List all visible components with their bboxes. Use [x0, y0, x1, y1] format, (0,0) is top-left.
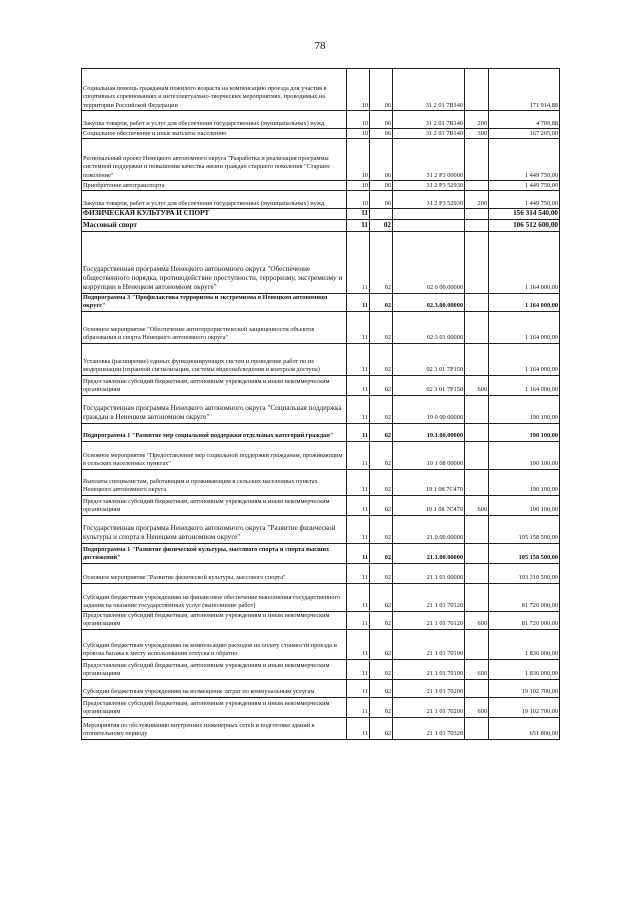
expense-type-code — [465, 69, 489, 111]
subsection-code: 06 — [370, 191, 393, 209]
table-row — [82, 231, 560, 293]
subsection-code: 06 — [370, 139, 393, 181]
table-row — [82, 191, 560, 209]
subsection-code: 06 — [370, 69, 393, 111]
subsection-code: 02 — [370, 343, 393, 375]
table-row — [82, 659, 560, 679]
expense-type-code: 600 — [465, 375, 489, 395]
amount: 1 164 000,00 — [489, 293, 560, 311]
budget-item-name: Установка (расширение) единых функционирующих систем и проведение работ по их модернизации (охранной сигнализации, системы видеонаблюдения и контроля доступа) — [82, 343, 347, 375]
target-article-code: 31 2 01 7В140 — [393, 129, 465, 139]
amount: 106 512 600,00 — [489, 219, 560, 231]
target-article-code: 21.1.00.00000 — [393, 543, 465, 563]
section-code: 11 — [347, 543, 370, 563]
section-code: 11 — [347, 515, 370, 543]
budget-item-name: Субсидии бюджетным учреждениям на возмещение затрат по коммунальным услугам — [82, 679, 347, 697]
expense-type-code — [465, 583, 489, 611]
expense-type-code — [465, 515, 489, 543]
budget-item-name: Государственная программа Ненецкого автономного округа "Развитие физической культуры и спорта в Ненецком автономном округе" — [82, 515, 347, 543]
subsection-code: 02 — [370, 423, 393, 441]
table-row — [82, 181, 560, 191]
budget-item-name: Закупка товаров, работ и услуг для обеспечения государственных (муниципальных) нужд — [82, 191, 347, 209]
target-article-code: 21 1 01 70190 — [393, 659, 465, 679]
subsection-code: 02 — [370, 219, 393, 231]
expense-type-code: 600 — [465, 611, 489, 629]
target-article-code: 21 1 01 00000 — [393, 563, 465, 583]
budget-item-name: Основное мероприятие "Предоставление мер социальной поддержки гражданам, проживающим в сельских населенных пунктах" — [82, 441, 347, 469]
table-row — [82, 563, 560, 583]
subsection-code: 06 — [370, 181, 393, 191]
subsection-code: 02 — [370, 629, 393, 659]
target-article-code: 31 2 01 7В140 — [393, 69, 465, 111]
target-article-code: 21 1 01 70120 — [393, 583, 465, 611]
subsection-code: 02 — [370, 583, 393, 611]
target-article-code: 19 1 08 00000 — [393, 441, 465, 469]
amount: 105 158 500,00 — [489, 543, 560, 563]
expense-type-code: 600 — [465, 697, 489, 717]
table-row — [82, 611, 560, 629]
table-row — [82, 139, 560, 181]
expense-type-code — [465, 563, 489, 583]
budget-item-name: Предоставление субсидий бюджетным, автономным учреждениям и иным некоммерческим организациям — [82, 495, 347, 515]
expense-type-code — [465, 231, 489, 293]
section-code: 11 — [347, 395, 370, 423]
section-code: 10 — [347, 139, 370, 181]
section-code: 11 — [347, 697, 370, 717]
target-article-code: 02 3 01 7Р150 — [393, 343, 465, 375]
table-row — [82, 583, 560, 611]
amount: 1 449 750,00 — [489, 191, 560, 209]
expense-type-code — [465, 543, 489, 563]
target-article-code: 02 3 01 00000 — [393, 311, 465, 343]
amount: 190 100,00 — [489, 395, 560, 423]
budget-item-name: Мероприятия по обслуживанию внутренних инженерных сетей и подготовке зданий к отопительному периоду — [82, 717, 347, 739]
amount: 1 164 000,00 — [489, 375, 560, 395]
section-code: 11 — [347, 293, 370, 311]
budget-item-name: Массовый спорт — [82, 219, 347, 231]
amount: 19 102 700,00 — [489, 697, 560, 717]
amount: 156 314 540,00 — [489, 209, 560, 220]
section-code: 11 — [347, 441, 370, 469]
subsection-code: 02 — [370, 717, 393, 739]
amount: 171 914,88 — [489, 69, 560, 111]
section-code: 11 — [347, 611, 370, 629]
subsection-code: 02 — [370, 395, 393, 423]
amount: 190 100,00 — [489, 441, 560, 469]
target-article-code: 21 1 01 70200 — [393, 679, 465, 697]
amount: 19 102 700,00 — [489, 679, 560, 697]
section-code: 11 — [347, 231, 370, 293]
section-code: 11 — [347, 563, 370, 583]
section-code: 11 — [347, 583, 370, 611]
table-row — [82, 209, 560, 220]
section-code: 11 — [347, 343, 370, 375]
amount: 4 709,88 — [489, 111, 560, 129]
table-row — [82, 515, 560, 543]
expense-type-code: 200 — [465, 111, 489, 129]
section-code: 11 — [347, 495, 370, 515]
amount: 1 449 750,00 — [489, 181, 560, 191]
expense-type-code — [465, 395, 489, 423]
section-code: 10 — [347, 111, 370, 129]
target-article-code: 31 2 P3 52930 — [393, 181, 465, 191]
subsection-code: 02 — [370, 563, 393, 583]
budget-item-name: Социальная помощь гражданам пожилого возраста на компенсацию проезда для участия в спортивных соревнованиях и интеллектуально-творческих мероприятиях, проводимых на территории Российской Федерации — [82, 69, 347, 111]
table-row — [82, 375, 560, 395]
table-row — [82, 311, 560, 343]
budget-item-name: Подпрограмма 3 "Профилактика терроризма и экстремизма в Ненецком автономном округе" — [82, 293, 347, 311]
expense-type-code — [465, 343, 489, 375]
expense-type-code — [465, 679, 489, 697]
subsection-code: 02 — [370, 543, 393, 563]
amount: 81 720 000,00 — [489, 583, 560, 611]
expense-type-code — [465, 717, 489, 739]
target-article-code — [393, 209, 465, 220]
table-row — [82, 129, 560, 139]
budget-item-name: Подпрограмма 1 "Развитие мер социальной поддержки отдельных категорий граждан" — [82, 423, 347, 441]
amount: 1 164 000,00 — [489, 311, 560, 343]
expense-type-code: 300 — [465, 129, 489, 139]
budget-item-name: Выплаты специалистам, работающим и проживающим в сельских населенных пунктах Ненецкого автономного округа — [82, 469, 347, 495]
budget-item-name: Региональный проект Ненецкого автономного округа "Разработка и реализация программы системной поддержки и повышения качества жизни граждан старшего поколения "Старшее поколение" — [82, 139, 347, 181]
page-number: 78 — [314, 40, 326, 52]
table-row — [82, 441, 560, 469]
table-row — [82, 219, 560, 231]
subsection-code: 02 — [370, 293, 393, 311]
section-code: 11 — [347, 659, 370, 679]
budget-item-name: Социальное обеспечение и иные выплаты населению — [82, 129, 347, 139]
table-row — [82, 111, 560, 129]
expense-type-code — [465, 293, 489, 311]
amount: 1 836 000,00 — [489, 629, 560, 659]
table-row — [82, 423, 560, 441]
expense-type-code: 600 — [465, 659, 489, 679]
expense-type-code — [465, 441, 489, 469]
section-code: 11 — [347, 219, 370, 231]
budget-item-name: Предоставление субсидий бюджетным, автономным учреждениям и иным некоммерческим организациям — [82, 659, 347, 679]
table-row — [82, 469, 560, 495]
budget-item-name: Закупка товаров, работ и услуг для обеспечения государственных (муниципальных) нужд — [82, 111, 347, 129]
expense-type-code — [465, 629, 489, 659]
target-article-code: 21.0.00.00000 — [393, 515, 465, 543]
amount: 81 720 000,00 — [489, 611, 560, 629]
table-row — [82, 293, 560, 311]
subsection-code: 02 — [370, 231, 393, 293]
table-row — [82, 495, 560, 515]
budget-item-name: Основное мероприятие "Развитие физической культуры, массового спорта" — [82, 563, 347, 583]
budget-item-name: Приобретение автотранспорта — [82, 181, 347, 191]
amount: 105 158 500,00 — [489, 515, 560, 543]
expense-type-code — [465, 181, 489, 191]
subsection-code: 02 — [370, 697, 393, 717]
subsection-code: 06 — [370, 129, 393, 139]
expense-type-code — [465, 139, 489, 181]
amount: 190 100,00 — [489, 495, 560, 515]
target-article-code: 19 1 08 7С470 — [393, 495, 465, 515]
amount: 103 310 500,00 — [489, 563, 560, 583]
subsection-code: 02 — [370, 311, 393, 343]
target-article-code: 31 2 01 7В140 — [393, 111, 465, 129]
table-row — [82, 717, 560, 739]
budget-item-name: Подпрограмма 1 "Развитие физической культуры, массового спорта и спорта высших достижений" — [82, 543, 347, 563]
table-row — [82, 343, 560, 375]
target-article-code: 21 1 01 70190 — [393, 629, 465, 659]
budget-item-name: Основное мероприятие "Обеспечение антитеррористической защищенности объектов образования и спорта Ненецкого автономного округа" — [82, 311, 347, 343]
subsection-code: 02 — [370, 441, 393, 469]
amount: 651 800,00 — [489, 717, 560, 739]
expense-type-code — [465, 469, 489, 495]
table-row — [82, 679, 560, 697]
section-code: 10 — [347, 129, 370, 139]
expense-type-code — [465, 219, 489, 231]
table-row — [82, 69, 560, 111]
subsection-code — [370, 209, 393, 220]
target-article-code: 02 3 01 7Р150 — [393, 375, 465, 395]
budget-item-name: Субсидии бюджетным учреждениям на компенсацию расходов на оплату стоимости проезда и провоза багажа к месту использования отпуска и обратно — [82, 629, 347, 659]
target-article-code: 21 1 01 70320 — [393, 717, 465, 739]
section-code: 11 — [347, 311, 370, 343]
section-code: 11 — [347, 423, 370, 441]
budget-item-name: Предоставление субсидий бюджетным, автономным учреждениям и иным некоммерческим организациям — [82, 697, 347, 717]
section-code: 10 — [347, 191, 370, 209]
section-code: 10 — [347, 69, 370, 111]
target-article-code: 21 1 01 70200 — [393, 697, 465, 717]
amount: 1 449 750,00 — [489, 139, 560, 181]
amount: 1 164 000,00 — [489, 343, 560, 375]
section-code: 11 — [347, 209, 370, 220]
expense-type-code — [465, 423, 489, 441]
table-row — [82, 629, 560, 659]
target-article-code: 19 1 08 7С470 — [393, 469, 465, 495]
target-article-code: 02.3.00.00000 — [393, 293, 465, 311]
subsection-code: 02 — [370, 611, 393, 629]
subsection-code: 02 — [370, 679, 393, 697]
amount: 167 205,00 — [489, 129, 560, 139]
expense-type-code — [465, 311, 489, 343]
expense-type-code — [465, 209, 489, 220]
table-row — [82, 543, 560, 563]
budget-item-name: ФИЗИЧЕСКАЯ КУЛЬТУРА И СПОРТ — [82, 209, 347, 220]
amount: 1 836 000,00 — [489, 659, 560, 679]
expense-type-code: 600 — [465, 495, 489, 515]
budget-table — [81, 68, 560, 740]
target-article-code: 31 2 P3 52930 — [393, 191, 465, 209]
target-article-code: 19.1.00.00000 — [393, 423, 465, 441]
target-article-code: 31 2 P3 00000 — [393, 139, 465, 181]
subsection-code: 02 — [370, 495, 393, 515]
target-article-code — [393, 219, 465, 231]
table-row — [82, 697, 560, 717]
subsection-code: 02 — [370, 515, 393, 543]
subsection-code: 02 — [370, 469, 393, 495]
budget-item-name: Субсидии бюджетным учреждениям на финансовое обеспечение выполнения государственного задания на оказание государственных услуг (выполнение работ) — [82, 583, 347, 611]
section-code: 11 — [347, 375, 370, 395]
budget-item-name: Государственная программа Ненецкого автономного округа "Социальная поддержка граждан в Ненецком автономном округе" — [82, 395, 347, 423]
target-article-code: 21 1 01 70120 — [393, 611, 465, 629]
section-code: 11 — [347, 469, 370, 495]
table-row — [82, 395, 560, 423]
budget-item-name: Государственная программа Ненецкого автономного округа "Обеспечение общественного порядка, противодействие преступности, терроризму, экстремизму и коррупции в Ненецком автономном округе" — [82, 231, 347, 293]
amount: 1 164 000,00 — [489, 231, 560, 293]
section-code: 10 — [347, 181, 370, 191]
subsection-code: 02 — [370, 659, 393, 679]
section-code: 11 — [347, 679, 370, 697]
amount: 190 100,00 — [489, 423, 560, 441]
target-article-code: 19 0 00 00000 — [393, 395, 465, 423]
section-code: 11 — [347, 629, 370, 659]
target-article-code: 02 0 00.00000 — [393, 231, 465, 293]
budget-item-name: Предоставление субсидий бюджетным, автономным учреждениям и иным некоммерческим организациям — [82, 375, 347, 395]
budget-item-name: Предоставление субсидий бюджетным, автономным учреждениям и иным некоммерческим организациям — [82, 611, 347, 629]
expense-type-code: 200 — [465, 191, 489, 209]
subsection-code: 02 — [370, 375, 393, 395]
amount: 190 100,00 — [489, 469, 560, 495]
section-code: 11 — [347, 717, 370, 739]
subsection-code: 06 — [370, 111, 393, 129]
